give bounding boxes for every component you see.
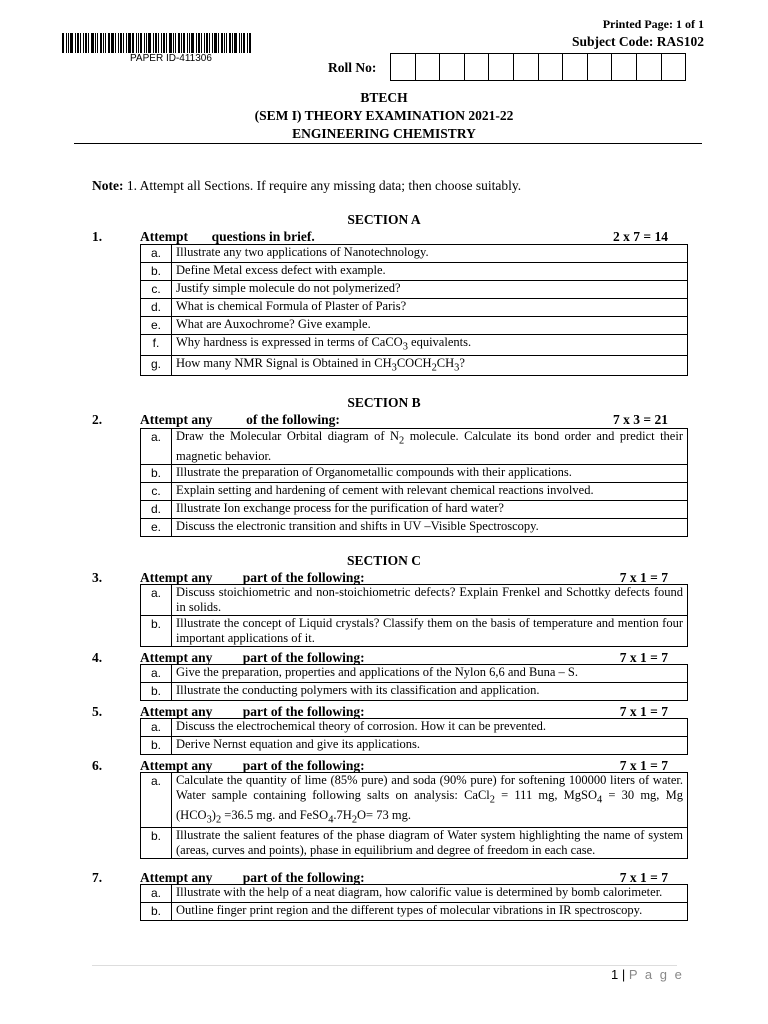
question-text: Calculate the quantity of lime (85% pure) and soda (90% pure) for softening 100000 liters of water. Water sample containing following salts on analysis: CaCl$_2$ = 111 mg, MgSO$_4$ = 30 mg, Mg $(HCO_3)_2 =36.5$ mg. and $FeSO_4.7H_2O= 73$ mg. [172,773,688,828]
question-row [141,683,688,701]
question-number: 7. [92,870,103,885]
roll-no-box[interactable] [489,54,514,80]
question-7-table [140,884,688,921]
question-label: d. [141,500,172,518]
question-instruction: Attempt questions in brief. [140,229,315,244]
question-number: 4. [92,650,103,665]
question-label: f. [141,335,172,356]
question-text: Illustrate the preparation of Organometallic compounds with their applications. [172,464,688,482]
title-btech: BTECH [360,90,408,105]
question-row [141,245,688,263]
question-label: a. [141,773,172,828]
question-label: b. [141,464,172,482]
roll-no-box[interactable] [612,54,637,80]
question-row [141,903,688,921]
question-text: Outline finger print region and the different types of molecular vibrations in IR spectroscopy. [172,903,688,921]
question-label: b. [141,263,172,281]
question-marks: 7 x 1 = 7 [619,650,668,665]
question-label: c. [141,281,172,299]
question-text: Illustrate any two applications of Nanotechnology. [172,245,688,263]
page-separator: | [621,967,626,982]
header-rule [74,143,702,144]
roll-no-box[interactable] [539,54,564,80]
question-row [141,355,688,376]
page-number: 1 [611,967,619,982]
question-text: Explain setting and hardening of cement with relevant chemical reactions involved. [172,482,688,500]
question-4-table [140,664,688,701]
question-row [141,335,688,356]
question-row [141,281,688,299]
note-text: 1. Attempt all Sections. If require any missing data; then choose suitably. [126,178,522,193]
roll-no-label: Roll No: [328,60,377,75]
question-label: g. [141,355,172,376]
question-row [141,719,688,737]
question-marks: 2 x 7 = 14 [613,229,668,244]
question-row [141,616,688,647]
question-row [141,464,688,482]
question-number: 2. [92,412,103,427]
question-text: How many NMR Signal is Obtained in $CH_3COCH_2CH_3$? [172,355,688,376]
question-marks: 7 x 1 = 7 [619,704,668,719]
subject-code: Subject Code: RAS102 [571,34,704,49]
question-label: a. [141,719,172,737]
paper-id: PAPER ID-411306 [130,53,212,64]
question-row [141,518,688,536]
question-5-table [140,718,688,755]
question-label: e. [141,518,172,536]
question-marks: 7 x 1 = 7 [619,758,668,773]
question-label: c. [141,482,172,500]
roll-no-box[interactable] [465,54,490,80]
question-instruction: Attempt any part of the following: [140,570,365,585]
question-text: Illustrate the concept of Liquid crystals? Classify them on the basis of temperature and mention four important applications of it. [172,616,688,647]
question-label: a. [141,885,172,903]
question-text: Discuss the electrochemical theory of corrosion. How it can be prevented. [172,719,688,737]
section-a-title: SECTION A [347,212,421,227]
question-row [141,737,688,755]
roll-no-box[interactable] [563,54,588,80]
question-label: e. [141,317,172,335]
section-b-title: SECTION B [347,395,421,410]
question-text: Discuss the electronic transition and shifts in UV –Visible Spectroscopy. [172,518,688,536]
note-label: Note: [92,178,124,193]
question-row [141,429,688,465]
printed-page: Printed Page: 1 of 1 [602,17,704,31]
question-label: a. [141,245,172,263]
question-label: b. [141,616,172,647]
roll-no-box[interactable] [662,54,686,80]
title-exam: (SEM I) THEORY EXAMINATION 2021-22 [254,108,514,123]
question-label: d. [141,299,172,317]
question-instruction: Attempt any of the following: [140,412,340,427]
question-2 [92,412,668,428]
question-number: 3. [92,570,103,585]
question-number: 5. [92,704,103,719]
question-row [141,317,688,335]
question-text: What is chemical Formula of Plaster of Paris? [172,299,688,317]
question-number: 1. [92,229,103,244]
question-text: Define Metal excess defect with example. [172,263,688,281]
question-label: b. [141,737,172,755]
question-label: b. [141,828,172,859]
page-footer [611,967,684,982]
section-a-table [140,244,688,376]
question-text: What are Auxochrome? Give example. [172,317,688,335]
question-marks: 7 x 1 = 7 [619,870,668,885]
title-subject: ENGINEERING CHEMISTRY [292,126,476,141]
question-row [141,263,688,281]
roll-no-boxes [390,53,686,81]
question-marks: 7 x 1 = 7 [619,570,668,585]
roll-no-box[interactable] [637,54,662,80]
question-row [141,773,688,828]
question-label: a. [141,585,172,616]
question-text: Justify simple molecule do not polymerized? [172,281,688,299]
question-label: a. [141,429,172,465]
question-label: a. [141,665,172,683]
question-number: 6. [92,758,103,773]
section-b-table [140,428,688,537]
question-row [141,665,688,683]
roll-no-box[interactable] [416,54,441,80]
question-row [141,828,688,859]
section-c-title: SECTION C [347,553,421,568]
question-text: Why hardness is expressed in terms of CaCO$_3$ equivalents. [172,335,688,356]
footer-rule [92,965,677,966]
question-text: Derive Nernst equation and give its applications. [172,737,688,755]
question-marks: 7 x 3 = 21 [613,412,668,427]
question-1 [92,229,668,245]
question-instruction: Attempt any part of the following: [140,704,365,719]
question-text: Draw the Molecular Orbital diagram of $N_2$ molecule. Calculate its bond order and predict their magnetic behavior. [172,429,688,465]
question-label: b. [141,903,172,921]
page-word: P a g e [628,967,684,982]
question-row [141,500,688,518]
question-text: Illustrate Ion exchange process for the purification of hard water? [172,500,688,518]
question-3-table [140,584,688,647]
question-row [141,585,688,616]
roll-no-box[interactable] [440,54,465,80]
question-instruction: Attempt any part of the following: [140,758,365,773]
question-text: Illustrate the conducting polymers with its classification and application. [172,683,688,701]
note [92,178,521,194]
question-instruction: Attempt any part of the following: [140,870,365,885]
question-row [141,299,688,317]
barcode [62,33,290,53]
roll-no-box[interactable] [391,54,416,80]
question-6-table [140,772,688,859]
roll-no-box[interactable] [588,54,613,80]
roll-no-box[interactable] [514,54,539,80]
question-text: Illustrate the salient features of the phase diagram of Water system highlighting the name of system (areas, curves and points), phase in equilibrium and degree of freedom in each case. [172,828,688,859]
question-text: Illustrate with the help of a neat diagram, how calorific value is determined by bomb calorimeter. [172,885,688,903]
question-row [141,482,688,500]
question-instruction: Attempt any part of the following: [140,650,365,665]
question-text: Give the preparation, properties and applications of the Nylon 6,6 and Buna – S. [172,665,688,683]
question-text: Discuss stoichiometric and non-stoichiometric defects? Explain Frenkel and Schottky defects found in solids. [172,585,688,616]
question-row [141,885,688,903]
question-label: b. [141,683,172,701]
